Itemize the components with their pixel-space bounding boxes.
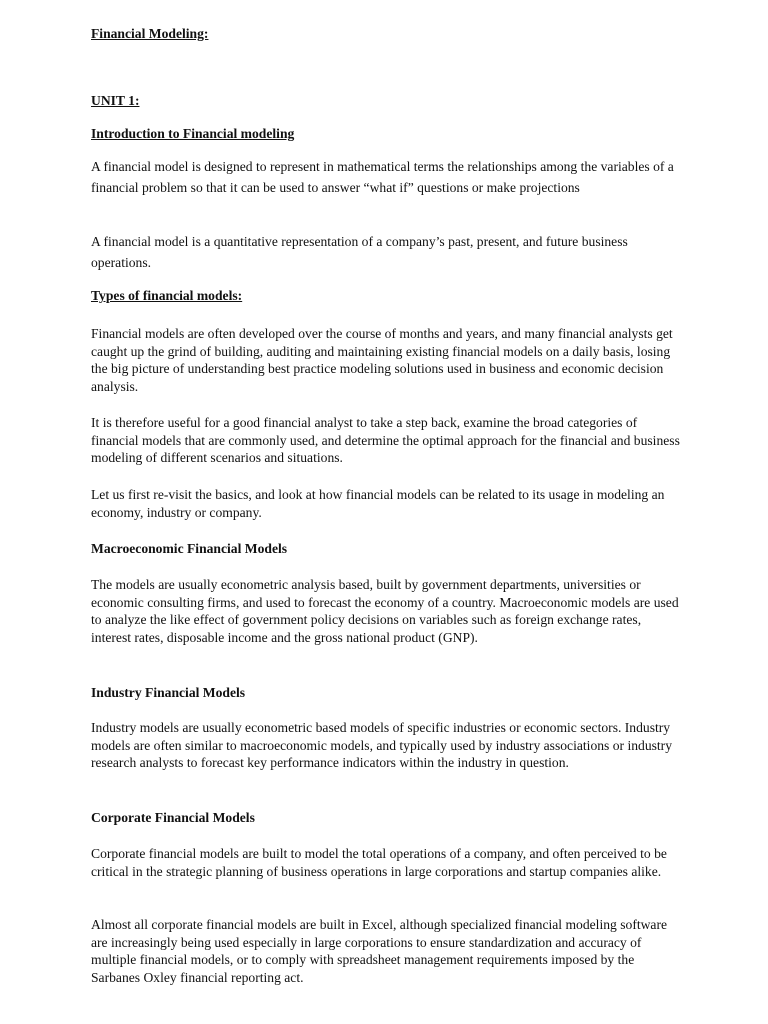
- document-page: [91, 0, 681, 1024]
- types-paragraph-3: Let us first re-visit the basics, and look at how financial models can be related to its usage in modeling an economy, industry or company.: [91, 487, 665, 520]
- intro-paragraph-1: A financial model is designed to represent in mathematical terms the relationships among the variables of a financial problem so that it can be used to answer “what if” questions or make projections: [91, 159, 674, 195]
- intro-heading: Introduction to Financial modeling: [91, 126, 295, 141]
- macro-heading: Macroeconomic Financial Models: [91, 541, 288, 556]
- intro-paragraph-2: A financial model is a quantitative representation of a company’s past, present, and future business operations.: [91, 234, 628, 270]
- corporate-paragraph-1: Corporate financial models are built to model the total operations of a company, and often perceived to be critical in the strategic planning of business operations in large corporations and startup companies alike.: [91, 846, 667, 879]
- corporate-paragraph-2: Almost all corporate financial models are built in Excel, although specialized financial modeling software are increasingly being used especially in large corporations to ensure standardization and accuracy of multiple financial models, or to comply with spreadsheet management requirements imposed by the Sarbanes Oxley financial reporting act.: [91, 917, 668, 985]
- document-title: Financial Modeling:: [91, 26, 209, 41]
- unit-heading: UNIT 1:: [91, 93, 140, 108]
- types-paragraph-2: It is therefore useful for a good financial analyst to take a step back, examine the broad categories of financial models that are commonly used, and determine the optimal approach for the financial and business modeling of different scenarios and situations.: [91, 415, 680, 466]
- types-heading: Types of financial models:: [91, 288, 243, 303]
- macro-paragraph-1: The models are usually econometric analysis based, built by government departments, universities or economic consulting firms, and used to forecast the economy of a country. Macroeconomic models are used to analyze the like effect of government policy decisions on variables such as foreign exchange rates, interest rates, disposable income and the gross national product (GNP).: [91, 577, 679, 645]
- industry-heading: Industry Financial Models: [91, 685, 246, 700]
- industry-paragraph-1: Industry models are usually econometric based models of specific industries or economic sectors. Industry models are often similar to macroeconomic models, and typically used by industry associations or industry research analysts to forecast key performance indicators within the industry in question.: [91, 720, 673, 771]
- types-paragraph-1: Financial models are often developed over the course of months and years, and many financial analysts get caught up the grind of building, auditing and maintaining existing financial models on a daily basis, losing the big picture of understanding best practice modeling solutions used in business and economic decision analysis.: [91, 326, 673, 394]
- corporate-heading: Corporate Financial Models: [91, 810, 255, 825]
